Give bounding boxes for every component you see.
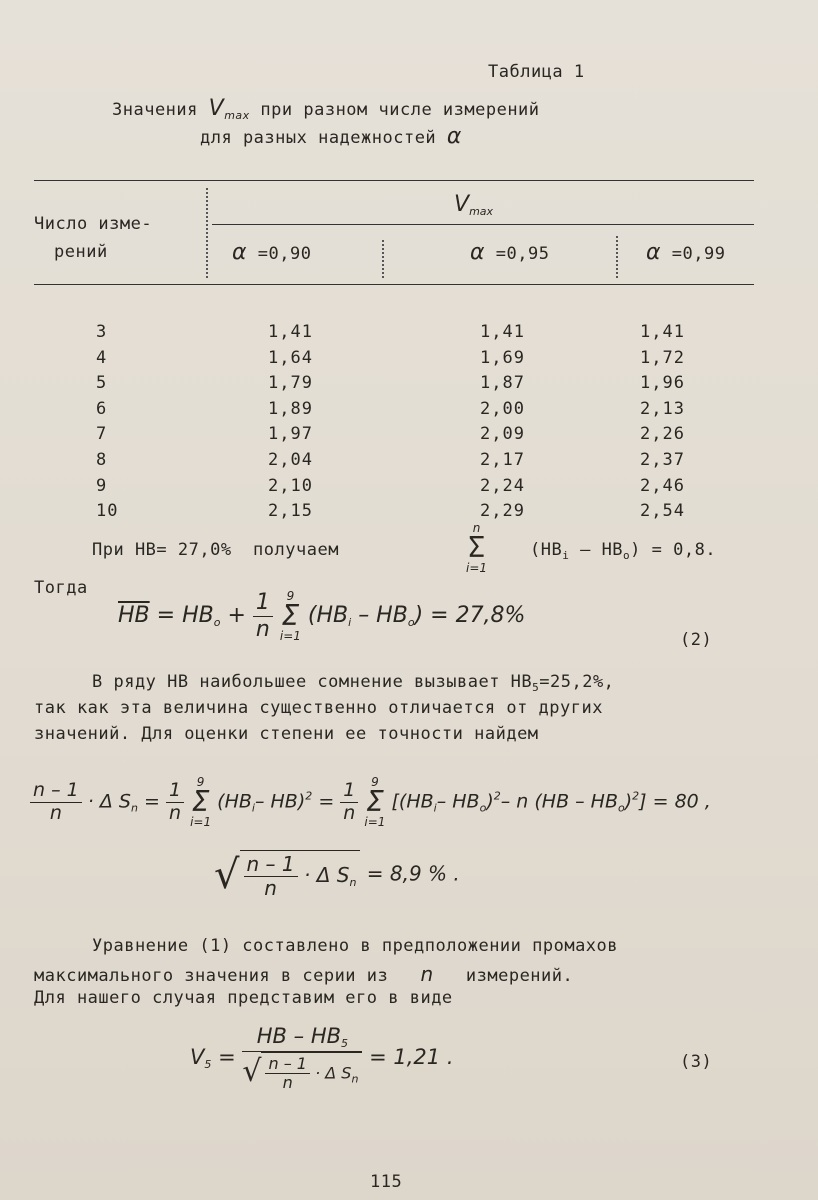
col-separator-2 bbox=[382, 240, 384, 278]
table-caption-line2 bbox=[200, 124, 462, 149]
cell-099: 2,46 bbox=[640, 475, 685, 496]
formula-2: $\overline{HB} = HB_o$ + $\frac{1}{n}$ 9 Σ i=1 $(HB_i - HB_o) = 27,8\%$ bbox=[118, 589, 526, 643]
cell-090: 2,15 bbox=[268, 501, 313, 522]
cell-099: 1,41 bbox=[640, 322, 685, 342]
caption-prefix: Значения bbox=[112, 100, 198, 120]
paragraph1-line1: В ряду HB наибольшее сомнение вызывает $HB_5=25,2\%$, bbox=[92, 672, 615, 694]
col-header-095: α =0,95 bbox=[470, 240, 550, 265]
cell-n: 8 bbox=[96, 450, 108, 470]
table-caption-line1 bbox=[112, 96, 540, 122]
col-header-099: α =0,99 bbox=[646, 240, 726, 265]
line-hb-sum: n Σ i=1 bbox=[466, 521, 488, 575]
cell-n: 10 bbox=[96, 501, 119, 522]
cell-095: 2,24 bbox=[480, 475, 525, 496]
cell-090: 1,64 bbox=[268, 347, 313, 368]
cell-095: 1,69 bbox=[480, 347, 525, 368]
paragraph2-line1: Уравнение (1) составлено в предположении промахов bbox=[92, 936, 619, 956]
table-label: Таблица 1 bbox=[488, 62, 585, 82]
cell-099: 2,54 bbox=[640, 501, 685, 522]
page-number: 115 bbox=[370, 1172, 403, 1192]
row-header-line2: рений bbox=[54, 242, 108, 262]
cell-n: 5 bbox=[96, 373, 108, 394]
cell-099: 2,37 bbox=[640, 450, 685, 470]
cell-095: 1,87 bbox=[480, 373, 525, 394]
table-top-rule bbox=[34, 180, 754, 181]
cell-n: 4 bbox=[96, 347, 108, 368]
cell-090: 2,04 bbox=[268, 450, 313, 470]
cell-095: 2,17 bbox=[480, 450, 525, 470]
cell-099: 1,72 bbox=[640, 347, 685, 368]
line-hb: При HB= 27,0% получаем bbox=[92, 540, 339, 560]
cell-090: 1,79 bbox=[268, 373, 313, 394]
cell-090: 1,89 bbox=[268, 398, 313, 419]
cell-095: 2,29 bbox=[480, 501, 525, 522]
group-header-vmax: $V_{max}$ bbox=[454, 192, 494, 218]
cell-095: 2,09 bbox=[480, 424, 525, 445]
formula-3-number: (3) bbox=[680, 1052, 713, 1072]
cell-090: 2,10 bbox=[268, 475, 313, 496]
caption-v-symbol: V bbox=[208, 96, 225, 121]
cell-n: 7 bbox=[96, 424, 108, 445]
cell-095: 2,00 bbox=[480, 398, 525, 419]
cell-090: 1,41 bbox=[268, 322, 313, 342]
row-header-line1: Число изме- bbox=[34, 214, 153, 234]
table-group-rule bbox=[212, 224, 754, 225]
cell-095: 1,41 bbox=[480, 322, 525, 342]
paragraph2-line2: максимального значения в серии из n измерений. bbox=[34, 962, 574, 986]
formula-2-number: (2) bbox=[680, 630, 713, 650]
paragraph1-line2: так как эта величина существенно отличается от других bbox=[34, 698, 603, 718]
cell-n: 3 bbox=[96, 322, 108, 342]
caption-v-sub: max bbox=[224, 109, 250, 122]
caption-alpha: α bbox=[446, 124, 462, 149]
paragraph2-line3: Для нашего случая представим его в виде bbox=[34, 988, 453, 1008]
cell-099: 2,13 bbox=[640, 398, 685, 419]
caption-suffix: при разном числе измерений bbox=[260, 100, 540, 120]
caption-line2-prefix: для разных надежностей bbox=[200, 128, 437, 148]
paragraph1-line3: значений. Для оценки степени ее точности найдем bbox=[34, 724, 539, 744]
cell-099: 2,26 bbox=[640, 424, 685, 445]
table-header-bottom-rule bbox=[34, 284, 754, 285]
line-hb-expr: $(HB_i - HB_o) = 0,8$. bbox=[530, 540, 717, 562]
col-separator-3 bbox=[616, 236, 618, 278]
formula-3: $V_5$ = HB – $HB_5$ √ $\frac{n - 1}{n}$ · Δ $S_n$ = 1,21 . bbox=[190, 1024, 454, 1093]
formula-sqrt: √ $\frac{n - 1}{n}$ · Δ $S_n = 8,9$ % . bbox=[214, 852, 460, 900]
word-togda: Тогда bbox=[34, 578, 88, 598]
cell-099: 1,96 bbox=[640, 373, 685, 394]
cell-090: 1,97 bbox=[268, 424, 313, 445]
formula-s: $\frac{n - 1}{n}$ · Δ $S_n$ = $\frac{1}{n}$ 9 Σ i=1 ($HB_i-$ HB)$^2$ = $\frac{1}{n}$ 9 Σ i=1 [($HB_i-$ $HB_o)^2-$ n $(HB - HB_o)^2] = 80$ , bbox=[30, 776, 711, 828]
cell-n: 6 bbox=[96, 398, 108, 419]
col-separator-1 bbox=[206, 188, 208, 278]
col-header-090: α =0,90 bbox=[232, 240, 312, 265]
cell-n: 9 bbox=[96, 475, 108, 496]
